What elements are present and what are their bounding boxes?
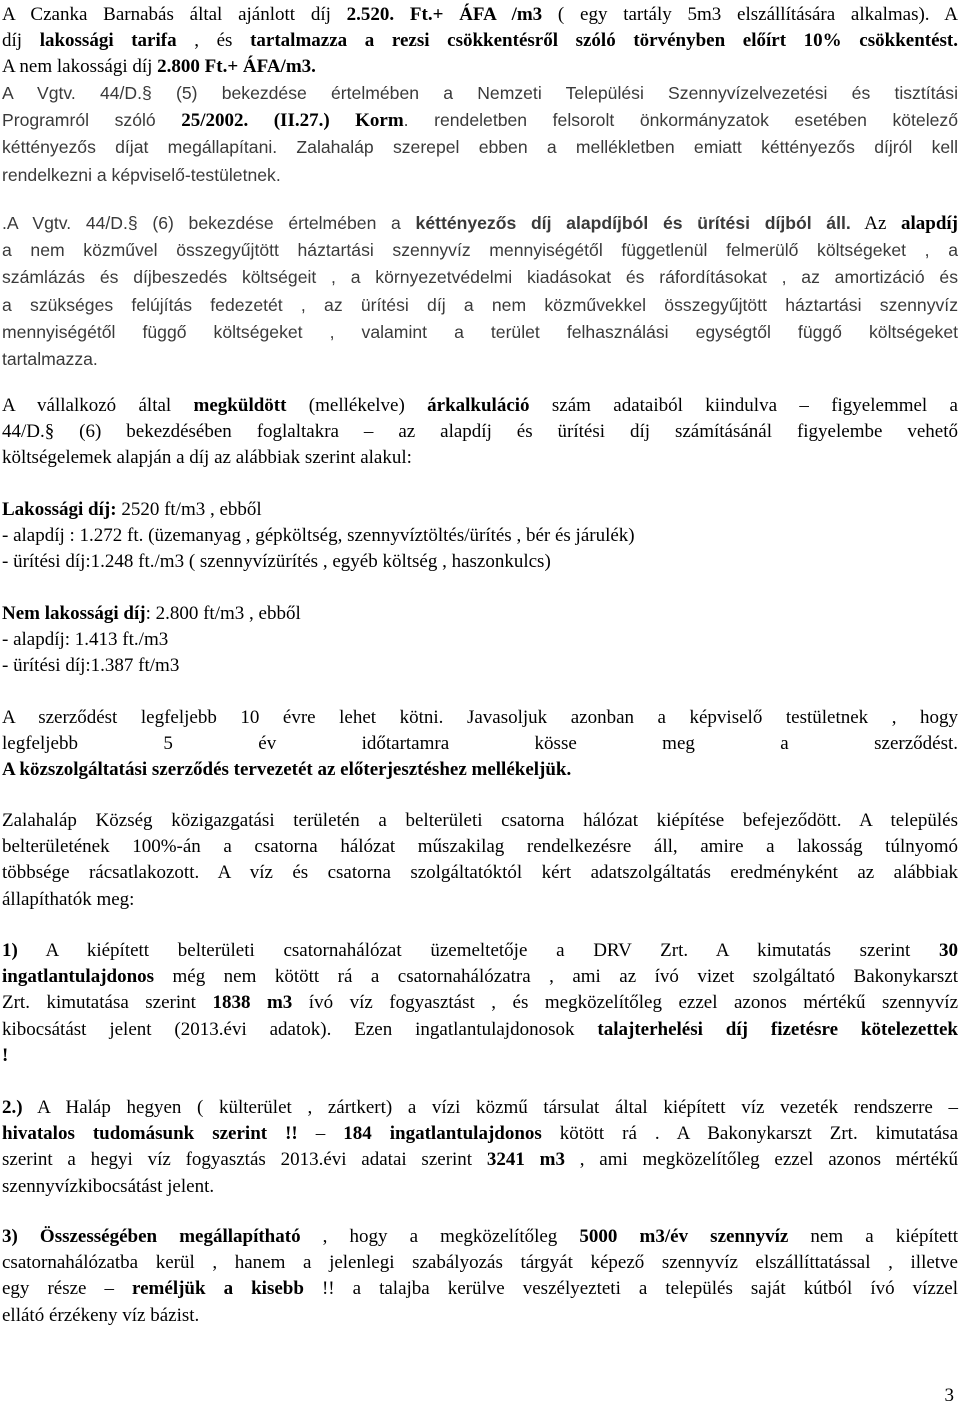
text-run: - alapdíj : 1.272 ft. (üzemanyag , gépköltség, szennyvíztöltés/ürítés , bér és járulék) — [2, 525, 635, 547]
bold-text-run: 25/2002. (II.27.) Korm — [181, 110, 404, 132]
text-line — [2, 28, 958, 54]
page-number: 3 — [944, 1385, 954, 1406]
text-run: A Vgtv. 44/D.§ (5) bekezdése értelmében a Nemzeti Települési Szennyvízelvezetési és tisztítási — [2, 83, 958, 103]
bold-text-run: hivatalos tudomásunk szerint !! — [2, 1123, 298, 1145]
text-run: szennyvízkibocsátást jelent. — [2, 1175, 215, 1197]
text-run: rendelkezni a képviselő-testületnek. — [2, 164, 281, 185]
text-line — [2, 264, 958, 291]
text-run: Zrt. kimutatása szerint — [2, 992, 213, 1014]
paragraph-sewer-network — [2, 808, 958, 913]
text-line — [2, 445, 958, 471]
text-line — [2, 107, 958, 134]
text-run: nem a kiépített — [788, 1226, 958, 1247]
text-run: Programról szóló — [2, 110, 182, 131]
bold-text-run: tartalmazza a rezsi csökkentésről szóló törvényben előírt 10% csökkentést. — [250, 30, 958, 52]
bold-text-run: 5000 m3/év szennyvíz — [579, 1226, 789, 1247]
text-line — [2, 1276, 958, 1302]
text-line — [2, 601, 958, 627]
bold-text-run: 3) Összességében megállapítható — [2, 1226, 301, 1247]
text-run: a szükséges felújítás fedezetét , az ürítési díj a nem közművekkel összegyűjtött háztartási szennyvíz — [2, 294, 958, 315]
paragraph-vgtv-6 — [2, 210, 958, 373]
bold-text-run: 1) — [2, 940, 18, 961]
paragraph-proposed-fee — [2, 2, 958, 81]
text-run: A nem lakossági díj — [2, 56, 158, 78]
paragraph-point-1 — [2, 938, 958, 1069]
text-run: kötött rá . A Bakonykarszt Zrt. kimutatása — [541, 1123, 959, 1145]
text-run: számlázás és díjbeszedés költségeit , a környezetvédelmi kiadásokat és ráfordításokat , az amortizáció és — [2, 267, 958, 288]
text-run: kéttényezős díjat megállapítani. — [2, 137, 297, 158]
text-line — [2, 705, 958, 731]
text-run: ( egy tartály 5m3 elszállítására alkalmas). A — [542, 4, 958, 25]
bold-text-run: Nem lakossági díj — [2, 603, 146, 624]
text-line — [2, 162, 958, 189]
bold-text-run: talajterhelési díj fizetésre kötelezettek — [597, 1018, 958, 1040]
text-run: . rendeletben felsorolt önkormányzatok esetében kötelező — [403, 110, 958, 131]
bold-text-run: 3241 m3 — [486, 1149, 565, 1171]
text-line — [2, 346, 958, 373]
text-run: szerint a hegyi víz fogyasztás 2013.évi adatai szerint — [2, 1149, 487, 1171]
text-run: egy része – — [2, 1278, 133, 1300]
text-run: ellátó érzékeny víz bázist. — [2, 1304, 200, 1326]
text-line — [2, 1147, 958, 1173]
text-line — [2, 237, 958, 264]
text-line — [2, 627, 958, 653]
text-line — [2, 80, 958, 107]
text-run: , és — [176, 30, 251, 52]
text-line — [2, 990, 958, 1016]
text-line — [2, 319, 958, 346]
text-line — [2, 497, 958, 523]
text-run: A vállalkozó által — [2, 395, 194, 416]
non-residential-fee-section — [2, 601, 958, 680]
bold-text-run: 2.800 Ft.+ ÁFA/m3. — [157, 56, 316, 78]
text-line — [2, 731, 958, 757]
text-line — [2, 1017, 958, 1043]
text-line — [2, 292, 958, 319]
text-run: .A Vgtv. 44/D.§ (6) bekezdése értelmében a — [2, 213, 416, 233]
text-line — [2, 2, 958, 28]
bold-text-run: A közszolgáltatási szerződés tervezetét az előterjesztéshez mellékeljük. — [2, 759, 572, 781]
text-run: többsége rácsatlakozott. A víz és csatorna szolgáltatóktól kért adatszolgáltatás eredményként az alábbiak — [2, 862, 958, 884]
text-run: még nem kötött rá a csatornahálózatra , ami az ívó vizet szolgáltató Bakonykarszt — [154, 966, 958, 988]
text-run: tartalmazza. — [2, 349, 98, 370]
text-line — [2, 938, 958, 964]
text-run: 44/D.§ (6) bekezdésében foglaltakra – az alapdíj és ürítési díj számításánál figyelembe vehető — [2, 421, 958, 443]
text-run: csatornahálózatba kerül , hanem a jelenlegi szabályozás tárgyát képező szennyvíz elszállíttatással , illetve — [2, 1252, 958, 1274]
text-run: - ürítési díj:1.248 ft./m3 ( szennyvízürítés , egyéb költség , haszonkulcs) — [2, 551, 551, 573]
text-line — [2, 964, 958, 990]
text-line — [2, 54, 958, 80]
text-run: : 2.800 ft/m3 , ebből — [145, 603, 301, 624]
bold-text-run: 1838 m3 — [212, 992, 293, 1014]
text-line — [2, 834, 958, 860]
text-line — [2, 1043, 958, 1069]
text-line — [2, 757, 958, 783]
text-line — [2, 523, 958, 549]
bold-text-run: megküldött — [193, 395, 287, 416]
paragraph-point-2 — [2, 1095, 958, 1200]
bold-text-run: 2.520. Ft.+ ÁFA /m3 — [346, 4, 543, 25]
paragraph-point-3 — [2, 1224, 958, 1329]
text-line — [2, 1303, 958, 1329]
paragraph-vgtv-5 — [2, 80, 958, 189]
paragraph-price-calculation — [2, 393, 958, 472]
text-run: A Haláp hegyen ( külterület , zártkert) a vízi közmű társulat által kiépített víz vezeték rendszerre – — [22, 1097, 958, 1118]
text-line — [2, 549, 958, 575]
text-run: belterületének 100%-án a csatorna hálózat műszakilag rendelkezésre áll, amire a lakosság túlnyomó — [2, 836, 958, 858]
bold-text-run: alapdíj — [900, 213, 959, 234]
bold-text-run: kéttényezős díj alapdíjból és ürítési díjból áll. — [415, 213, 851, 233]
text-line — [2, 1174, 958, 1200]
text-run: , ami megközelítőleg ezzel azonos mértékű — [564, 1149, 959, 1171]
text-run: Az — [850, 213, 901, 234]
text-run: – — [297, 1123, 344, 1145]
text-run: költségelemek alapján a díj az alábbiak szerint alakul: — [2, 447, 412, 469]
text-run: , hogy a megközelítőleg — [300, 1226, 580, 1247]
bold-text-run: lakossági tarifa — [39, 30, 177, 52]
text-run: díj — [2, 30, 40, 52]
text-line — [2, 393, 958, 419]
bold-text-run: ! — [2, 1044, 9, 1066]
text-run: !! a talajba kerülve veszélyezteti a település saját kútból ívó vízzel — [303, 1278, 958, 1300]
text-run: ívó víz fogyasztást , és megközelítőleg ezzel azonos mértékű szennyvíz — [292, 992, 958, 1014]
residential-fee-section — [2, 497, 958, 576]
text-line — [2, 1250, 958, 1276]
text-line — [2, 653, 958, 679]
text-run: állapíthatók meg: — [2, 888, 135, 910]
text-line — [2, 210, 958, 237]
text-line — [2, 1095, 958, 1121]
text-line — [2, 887, 958, 913]
text-run: 2520 ft/m3 , ebből — [116, 499, 262, 520]
text-run: A kiépített belterületi csatornahálózat üzemeltetője a DRV Zrt. A kimutatás szerint — [17, 940, 939, 961]
text-run: szám adataiból kiindulva – figyelemmel a — [529, 395, 958, 416]
text-run: (mellékelve) — [286, 395, 428, 416]
bold-text-run: reméljük a kisebb — [132, 1278, 304, 1300]
bold-text-run: 184 ingatlantulajdonos — [343, 1123, 542, 1145]
bold-text-run: ingatlantulajdonos — [2, 966, 155, 988]
bold-text-run: Lakossági díj: — [2, 499, 117, 520]
text-run: - alapdíj: 1.413 ft./m3 — [2, 629, 169, 651]
text-run: A szerződést legfeljebb 10 évre lehet kötni. Javasoljuk azonban a képviselő testületnek , hogy — [2, 707, 958, 728]
text-run: Zalahaláp Község közigazgatási területén a belterületi csatorna hálózat kiépítése befejeződött. A település — [2, 810, 958, 831]
text-line — [2, 134, 958, 161]
text-line — [2, 860, 958, 886]
bold-text-run: árkalkuláció — [427, 395, 530, 416]
text-line — [2, 1121, 958, 1147]
text-run: a nem közművel összegyűjtött háztartási szennyvíz mennyiségétől függetlenül felmerülő költségeket , a — [2, 240, 958, 261]
text-run: A Czanka Barnabás által ajánlott díj — [2, 4, 347, 25]
text-run: legfeljebb 5 év időtartamra kösse meg a szerződést. — [2, 733, 958, 755]
text-run: kibocsátást jelent (2013.évi adatok). Ezen ingatlantulajdonosok — [2, 1018, 598, 1040]
text-line — [2, 1224, 958, 1250]
bold-text-run: 2.) — [2, 1097, 23, 1118]
paragraph-contract-term — [2, 705, 958, 784]
text-run: mennyiségétől függő költségeket , valamint a terület felhasználási egységtől függő költségeket — [2, 321, 958, 342]
text-run: Zalahaláp szerepel ebben a mellékletben emiatt kéttényezős díjról kell — [296, 137, 958, 158]
text-run: - ürítési díj:1.387 ft/m3 — [2, 655, 180, 677]
text-line — [2, 419, 958, 445]
bold-text-run: 30 — [939, 940, 958, 961]
text-line — [2, 808, 958, 834]
